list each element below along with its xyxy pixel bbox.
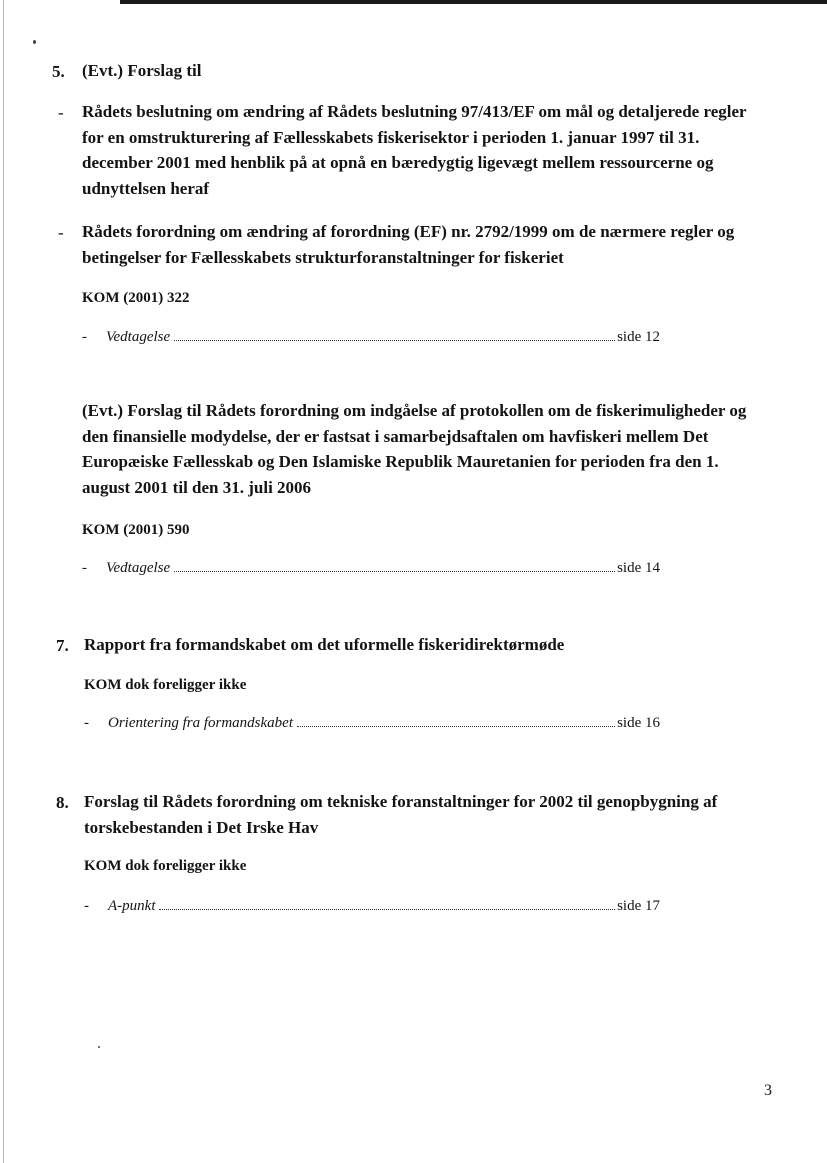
section-5-item-2: Rådets forordning om ændring af forordning (EF) nr. 2792/1999 om de nærmere regler og betingelser for Fællesskabets strukturforanstaltninger for fiskeriet — [82, 222, 735, 267]
section-8-heading: Forslag til Rådets forordning om tekniske foranstaltninger for 2002 til genopbygning af torskebestanden i Det Irske Hav — [84, 792, 718, 837]
toc-leader-dots — [297, 726, 615, 727]
toc-dash: - — [82, 560, 87, 576]
section-7-heading: Rapport fra formandskabet om det uformelle fiskeridirektørmøde — [84, 635, 565, 654]
toc-page-ref: side 16 — [617, 715, 660, 731]
toc-label: A-punkt — [108, 898, 156, 914]
scan-speck — [33, 40, 36, 44]
section-6-kom-reference: KOM (2001) 590 — [82, 522, 190, 538]
scan-top-border — [120, 0, 827, 4]
toc-leader-dots — [159, 909, 615, 910]
toc-page-ref: side 12 — [617, 329, 660, 345]
section-7-kom-reference: KOM dok foreligger ikke — [84, 677, 247, 693]
bullet-dash: - — [58, 103, 64, 122]
section-5-toc-entry — [82, 329, 660, 349]
section-8-toc-entry — [84, 898, 660, 918]
toc-label: Vedtagelse — [106, 329, 171, 345]
page-number: 3 — [764, 1082, 772, 1099]
toc-label: Vedtagelse — [106, 560, 171, 576]
toc-dash: - — [82, 329, 87, 345]
toc-leader-dots — [174, 340, 615, 341]
toc-page-ref: side 17 — [617, 898, 660, 914]
bullet-dash: - — [58, 223, 64, 242]
section-8-number: 8. — [56, 793, 69, 812]
toc-dash: - — [84, 715, 89, 731]
section-6-toc-entry — [82, 560, 660, 580]
section-8-kom-reference: KOM dok foreligger ikke — [84, 858, 247, 874]
toc-leader-dots — [174, 571, 615, 572]
section-7-number: 7. — [56, 636, 69, 655]
scan-speck — [98, 1046, 100, 1048]
section-5-item-1: Rådets beslutning om ændring af Rådets beslutning 97/413/EF om mål og detaljerede regler for en omstrukturering af Fællesskabets fiskerisektor i perioden 1. januar 1997 til 31. december 2001 med henblik på at opnå en bæredygtig ligevægt mellem ressourcerne og udnyttelsen heraf — [82, 102, 747, 198]
section-6-heading: (Evt.) Forslag til Rådets forordning om indgåelse af protokollen om de fiskerimuligheder og den finansielle modydelse, der er fastsat i samarbejdsaftalen om havfiskeri mellem Det Europæiske Fællesskab og Den Islamiske Republik Mauretanien for perioden fra den 1. august 2001 til den 31. juli 2006 — [82, 401, 747, 497]
section-7-toc-entry — [84, 715, 660, 735]
toc-page-ref: side 14 — [617, 560, 660, 576]
scan-left-edge — [3, 0, 4, 1163]
section-5-heading: (Evt.) Forslag til — [82, 61, 202, 80]
toc-dash: - — [84, 898, 89, 914]
section-5-number: 5. — [52, 62, 65, 81]
section-5-kom-reference: KOM (2001) 322 — [82, 290, 190, 306]
toc-label: Orientering fra formandskabet — [108, 715, 293, 731]
